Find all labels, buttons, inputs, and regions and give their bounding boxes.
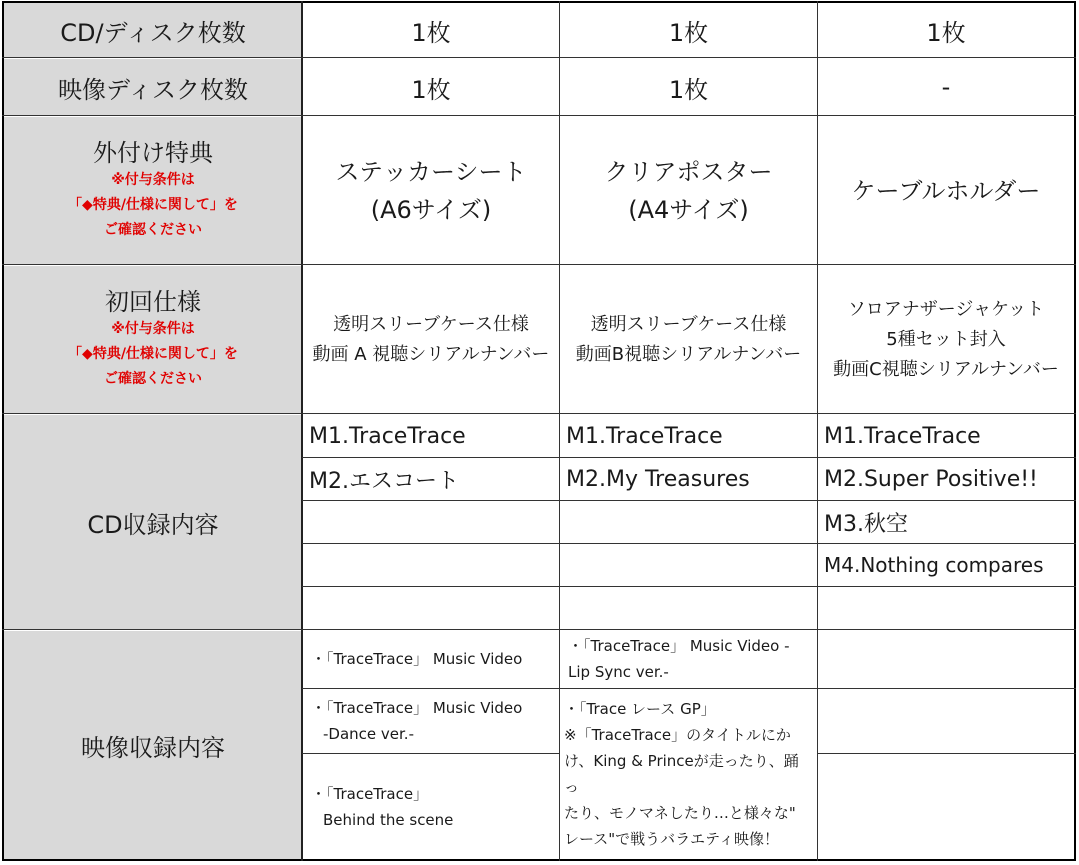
track-b-2: M2.My Treasures xyxy=(566,466,750,492)
grid-hline-5 xyxy=(2,629,1076,630)
grid-hline-3 xyxy=(2,264,1076,265)
video-b-2-line2: ※「TraceTrace」のタイトルにか xyxy=(564,726,791,744)
track-line-4 xyxy=(302,586,1076,587)
label-video-contents xyxy=(4,631,302,859)
grid-vline-1 xyxy=(301,1,303,861)
bonus-a xyxy=(303,117,559,264)
video-b-1-line1: ・「TraceTrace」 Music Video - xyxy=(568,637,790,655)
video-b-2-line5: レース"で戦うバラエティ映像！ xyxy=(564,830,779,848)
video-a-2-line1: ・「TraceTrace」 Music Video xyxy=(311,698,523,717)
track-c-4: M4.Nothing compares xyxy=(824,553,1044,577)
bonus-note-2: 「◆特典/仕様に関して」を xyxy=(68,197,238,213)
first-spec-b xyxy=(560,266,817,413)
first-spec-b-line2: 動画B視聴シリアルナンバー xyxy=(575,343,802,365)
label-cd-contents-text: CD収録内容 xyxy=(87,510,219,539)
bonus-c-line1: ケーブルホルダー xyxy=(851,176,1041,205)
label-bonus-text: 外付け特典 xyxy=(93,139,213,167)
track-a-3 xyxy=(303,501,559,543)
bonus-note-3: ご確認ください xyxy=(104,222,202,238)
grid-vline-3 xyxy=(817,1,818,861)
spec-note-3: ご確認ください xyxy=(104,371,202,387)
video-a-2 xyxy=(303,689,559,752)
track-line-2 xyxy=(302,500,1076,501)
bonus-note-1: ※付与条件は xyxy=(111,172,195,188)
video-b-2 xyxy=(560,689,817,859)
track-c-1: M1.TraceTrace xyxy=(824,423,981,449)
video-a-3 xyxy=(303,754,559,859)
video-b-2-line4: たり、モノマネしたり…と様々な" xyxy=(564,804,796,822)
video-b-2-line3: け、King & Princeが走ったり、踊っ xyxy=(564,752,799,796)
video-b-2-line1: ・「Trace レース GP」 xyxy=(564,700,716,718)
video-a-3-line1: ・「TraceTrace」 xyxy=(311,784,429,803)
grid-hline-1 xyxy=(2,57,1076,58)
grid-hline-4 xyxy=(2,413,1076,414)
video-a-3-line2: Behind the scene xyxy=(323,810,454,829)
track-c-3: M3.秋空 xyxy=(824,511,908,537)
video-a-2-line2: -Dance ver.- xyxy=(323,724,414,743)
first-spec-c xyxy=(818,266,1074,413)
video-count-b: 1枚 xyxy=(668,75,709,104)
first-spec-b-line1: 透明スリーブケース仕様 xyxy=(590,313,787,335)
track-b-1: M1.TraceTrace xyxy=(566,423,723,449)
track-line-1 xyxy=(302,457,1076,458)
track-line-3 xyxy=(302,543,1076,544)
bonus-b xyxy=(560,117,817,264)
video-c-3 xyxy=(818,754,1074,859)
track-c-5 xyxy=(818,587,1074,629)
video-c-2 xyxy=(818,689,1074,752)
track-b-3 xyxy=(560,501,817,543)
bonus-b-line2: (A4サイズ) xyxy=(628,195,749,224)
first-spec-c-line2: 5種セット封入 xyxy=(886,328,1006,350)
bonus-a-line1: ステッカーシート xyxy=(335,157,527,186)
label-first-spec-text: 初回仕様 xyxy=(105,288,201,316)
video-line-a1 xyxy=(302,688,560,689)
bonus-a-line2: (A6サイズ) xyxy=(370,195,492,224)
video-b-1 xyxy=(560,631,817,687)
track-c-2: M2.Super Positive!! xyxy=(824,466,1038,492)
video-a-1-line1: ・「TraceTrace」 Music Video xyxy=(311,650,523,668)
first-spec-a-line2: 動画 A 視聴シリアルナンバー xyxy=(312,343,550,365)
track-b-4 xyxy=(560,544,817,586)
video-line-c1 xyxy=(817,688,1076,689)
first-spec-a xyxy=(303,266,559,413)
track-a-2: M2.エスコート xyxy=(309,468,459,494)
label-video-count xyxy=(4,59,302,115)
label-video-contents-text: 映像収録内容 xyxy=(81,733,225,762)
bonus-b-line1: クリアポスター xyxy=(604,157,773,186)
video-b-1-line2: Lip Sync ver.- xyxy=(568,663,669,681)
first-spec-a-line1: 透明スリーブケース仕様 xyxy=(333,313,529,335)
video-c-1 xyxy=(818,631,1074,687)
label-cd-contents xyxy=(4,415,302,629)
spec-note-2: 「◆特典/仕様に関して」を xyxy=(68,346,238,362)
cd-count-b: 1枚 xyxy=(668,18,709,47)
spec-note-1: ※付与条件は xyxy=(111,321,195,337)
video-count-c: - xyxy=(941,73,951,101)
track-a-1: M1.TraceTrace xyxy=(309,423,466,449)
first-spec-c-line3: 動画C視聴シリアルナンバー xyxy=(833,358,1059,380)
label-first-spec xyxy=(4,266,302,413)
track-b-5 xyxy=(560,587,817,629)
track-a-5 xyxy=(303,587,559,629)
grid-vline-2 xyxy=(559,1,560,861)
cd-count-c: 1枚 xyxy=(926,18,966,47)
bonus-c xyxy=(818,117,1074,264)
label-cd-count-text: CD/ディスク枚数 xyxy=(60,18,246,47)
video-line-b1 xyxy=(559,688,817,689)
label-video-count-text: 映像ディスク枚数 xyxy=(57,75,249,104)
cd-count-a: 1枚 xyxy=(411,18,451,47)
video-count-a: 1枚 xyxy=(411,75,451,104)
grid-hline-2 xyxy=(2,115,1076,116)
label-bonus xyxy=(4,117,302,264)
first-spec-c-line1: ソロアナザージャケット xyxy=(847,298,1045,320)
video-a-1 xyxy=(303,631,559,687)
video-line-c2 xyxy=(817,753,1076,754)
label-cd-count xyxy=(4,3,302,57)
video-line-a2 xyxy=(302,753,560,754)
track-a-4 xyxy=(303,544,559,586)
